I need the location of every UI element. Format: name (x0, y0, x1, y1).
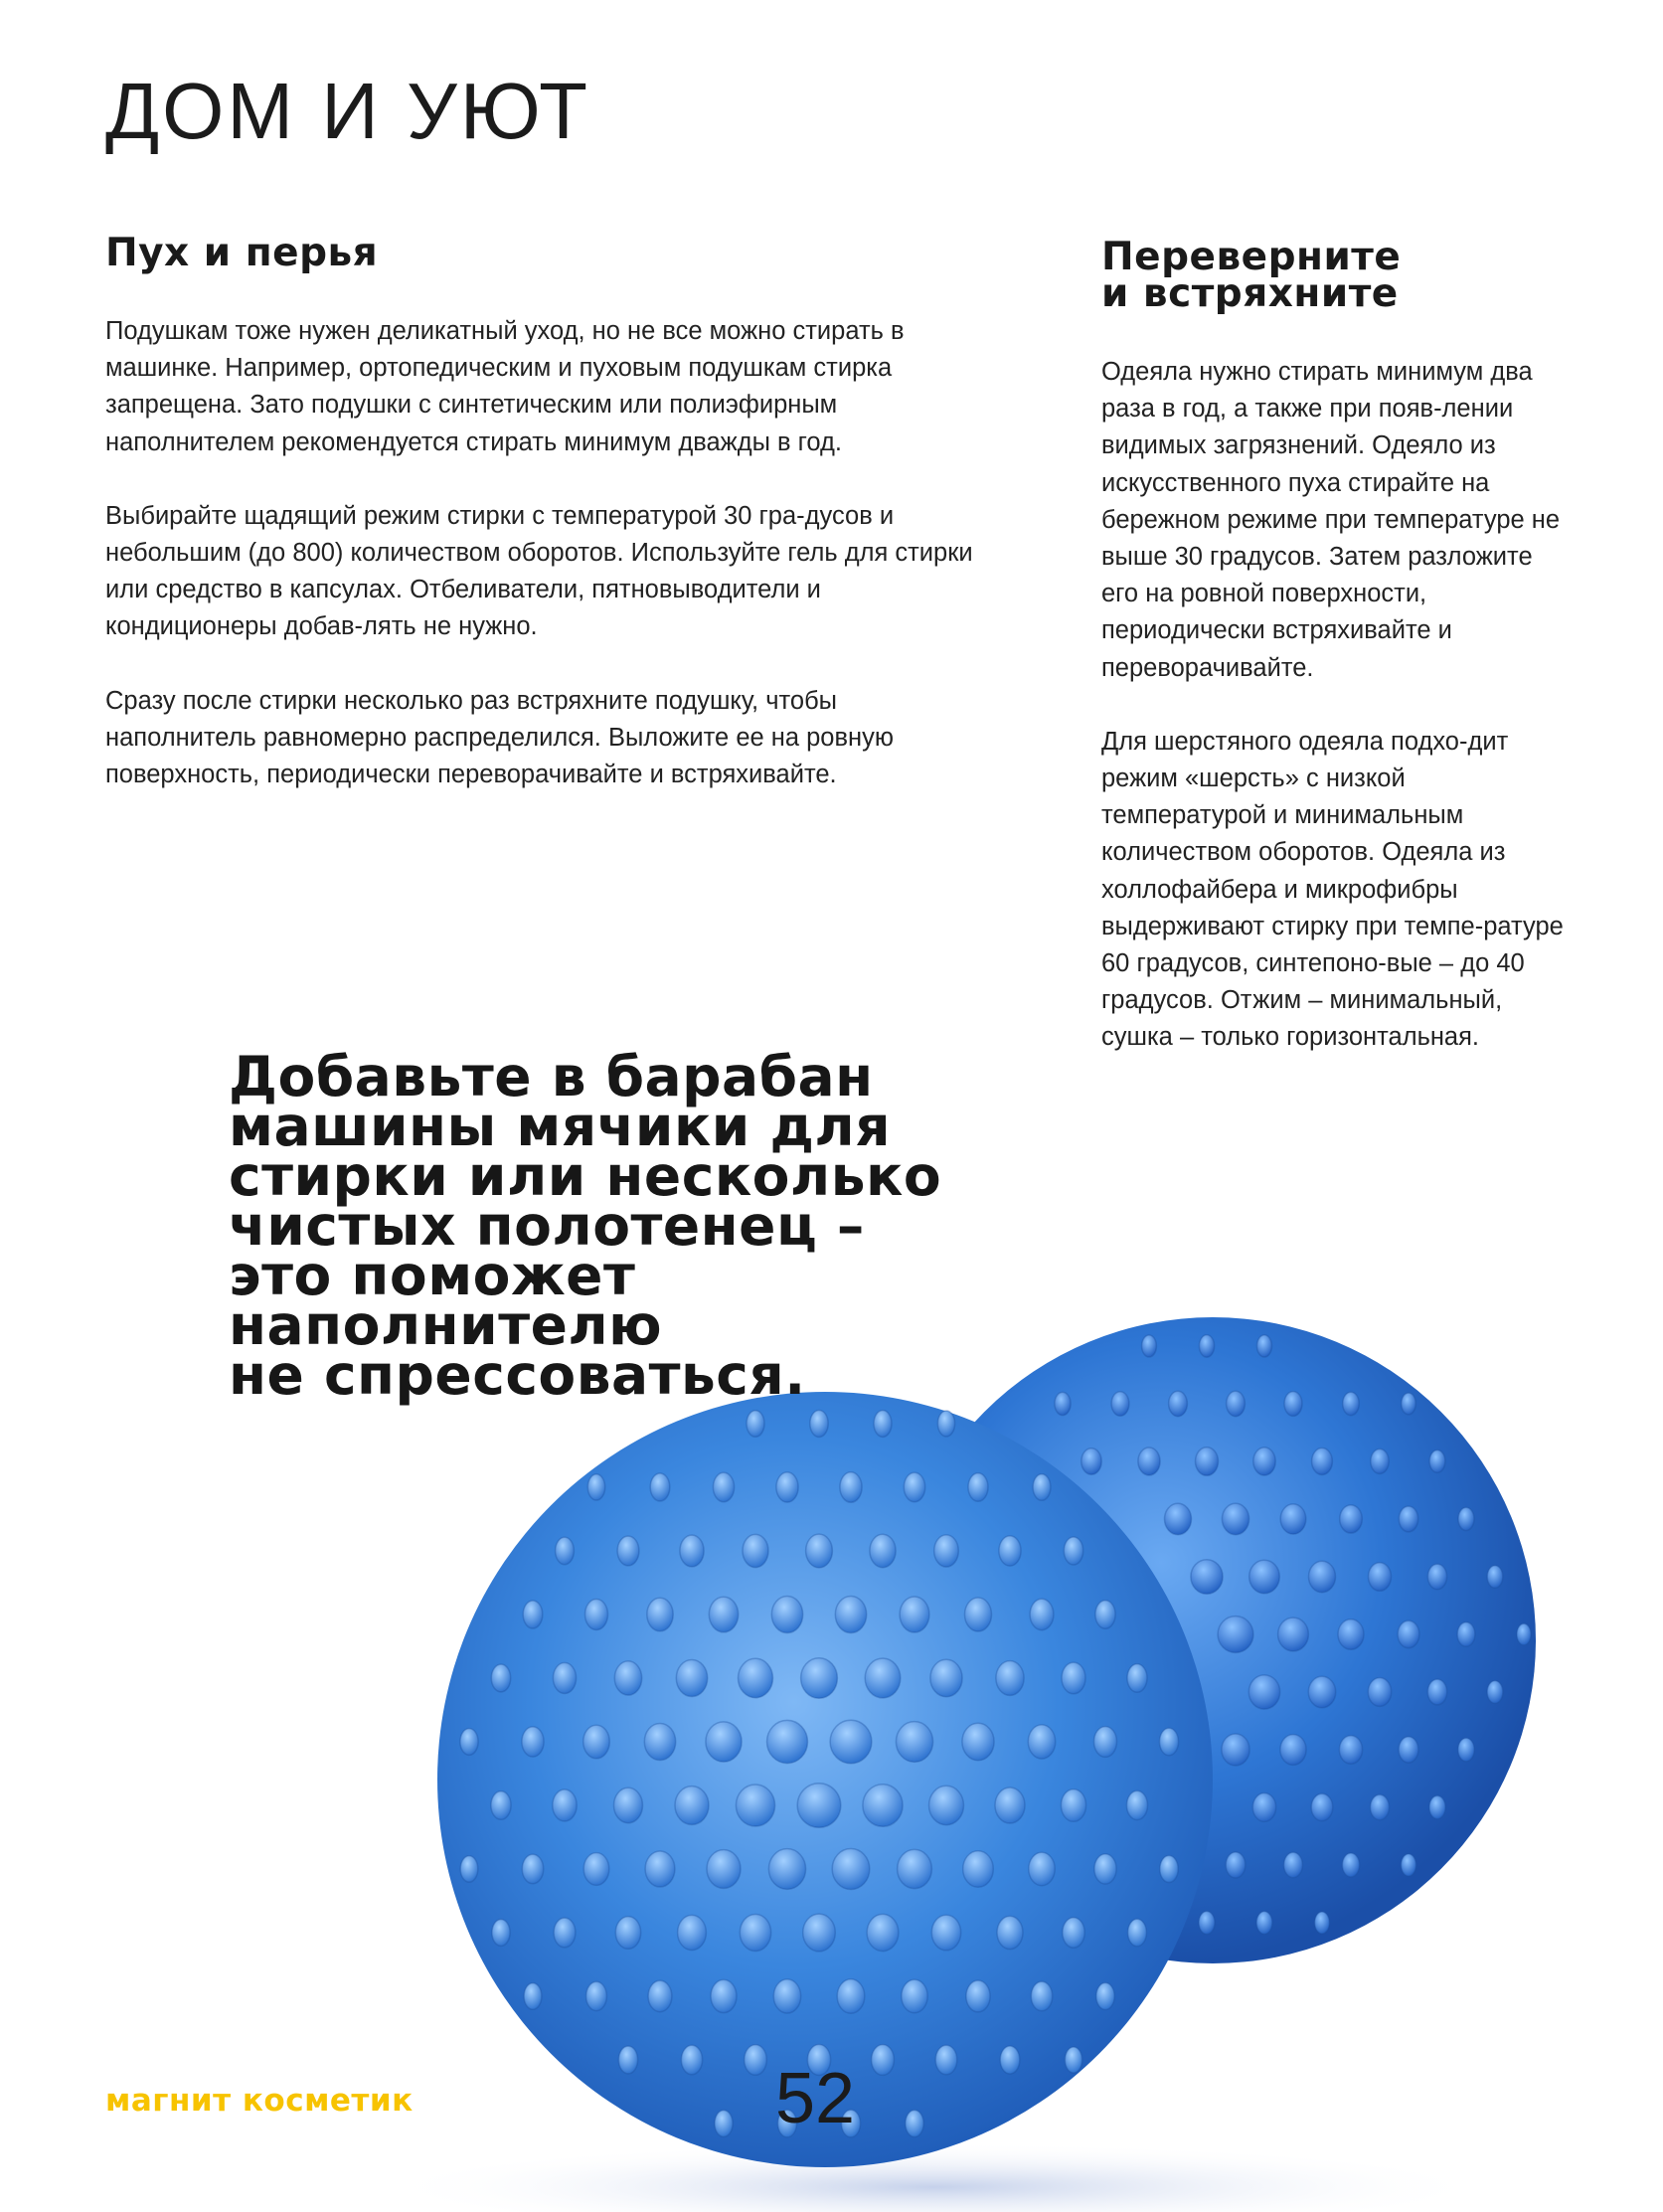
ball-spike (1218, 1616, 1253, 1653)
ball-spike (1029, 1852, 1055, 1885)
ball-spike (1030, 1599, 1054, 1629)
ball-spike (460, 1729, 478, 1756)
ball-spike (648, 1980, 672, 2011)
ball-spike (865, 1658, 901, 1698)
quote-line: машины мячики для (229, 1095, 892, 1158)
right-heading-line-1: Переверните (1101, 235, 1402, 279)
ball-spike (966, 1980, 990, 2012)
ball-spike (999, 1536, 1021, 1566)
ball-spike (996, 1661, 1024, 1696)
ball-spike (810, 1411, 828, 1438)
ball-spike (898, 1849, 932, 1888)
ball-spike (835, 1597, 866, 1633)
ball-spike (736, 1785, 774, 1826)
ball-spike (1138, 1447, 1160, 1475)
ball-spike (1256, 1912, 1272, 1935)
ball-spike (863, 1785, 903, 1827)
ball-spike (1226, 1852, 1246, 1878)
ball-spike (647, 1598, 673, 1631)
ball-spike (900, 1597, 929, 1632)
ball-spike (896, 1722, 932, 1763)
ball-spike (1427, 1564, 1446, 1590)
right-heading (1101, 235, 1569, 316)
ball-spike (715, 2111, 733, 2137)
ball-spike (650, 1473, 670, 1501)
ball-spike (962, 1723, 994, 1761)
ball-spike (1280, 1735, 1306, 1766)
ball-spike (1191, 1560, 1223, 1595)
ball-spike (1427, 1679, 1446, 1705)
ball-spike (904, 1472, 924, 1502)
ball-spike (1028, 1725, 1055, 1759)
pull-quote (229, 1045, 1044, 1407)
ball-spike (1457, 1622, 1475, 1647)
ball-spike (872, 2045, 895, 2076)
ball-spike (902, 1979, 927, 2012)
ball-spike (614, 1787, 643, 1822)
ball-spike (837, 1979, 865, 2013)
ball-spike (1517, 1623, 1531, 1645)
ball-spike (491, 1791, 511, 1820)
ball-spike (460, 1856, 478, 1882)
quote-line: чистых полотенец – (229, 1194, 865, 1258)
ball-spike (1340, 1505, 1363, 1533)
ball-spike (1055, 1392, 1071, 1415)
page-number: 52 (775, 2059, 856, 2138)
ball-spike (1063, 1918, 1084, 1948)
ball-spike (1284, 1852, 1303, 1877)
ball-spike (1278, 1617, 1309, 1651)
ball-spike (767, 1720, 808, 1763)
ball-spike (1033, 1474, 1051, 1501)
ball-spike (874, 1411, 892, 1438)
ball-spike (1248, 1675, 1279, 1709)
ball-spike (965, 1598, 992, 1631)
ball-spike (1371, 1794, 1390, 1819)
ball-spike (1312, 1448, 1333, 1475)
ball-spike (740, 1915, 770, 1952)
ball-spike (1458, 1738, 1474, 1761)
ball-spike (1227, 1391, 1246, 1416)
ball-spike (935, 2045, 957, 2075)
ball-spike (801, 1658, 838, 1699)
right-heading-line-2: и встряхните (1101, 271, 1399, 316)
ball-spike (1399, 1506, 1417, 1532)
ball-spike (492, 1920, 510, 1947)
ball-spike (867, 1914, 899, 1951)
ball-spike (522, 1854, 543, 1884)
ball-spike (707, 1850, 741, 1889)
quote-line: наполнителю (229, 1293, 663, 1357)
ball-spike (1249, 1560, 1280, 1594)
ball-spike (681, 2045, 702, 2074)
ball-spike (1128, 1919, 1147, 1946)
left-heading: Пух и перья (105, 231, 379, 275)
ball-spike (583, 1725, 610, 1759)
ball-spike (1398, 1620, 1419, 1648)
ball-spike (1429, 1450, 1445, 1473)
ball-spike (968, 1473, 988, 1501)
ball-spike (1429, 1795, 1445, 1818)
ball-spike (586, 1981, 607, 2010)
ball-spike (906, 2111, 923, 2137)
ball-spike (995, 1787, 1025, 1823)
ball-spike (1061, 1789, 1085, 1822)
left-paragraph-2: Выбирайте щадящий режим стирки с температурой 30 гра-дусов и небольшим (до 800) количеством оборотов. Используйте гель для стирки или средство в капсулах. Отбеливатели, пятновыводители и кондиционеры добав-лять не нужно. (105, 501, 973, 641)
ball-spike (1315, 1912, 1330, 1934)
ball-spike (585, 1600, 608, 1630)
ball-spike (930, 1659, 962, 1697)
ball-spike (1311, 1793, 1333, 1820)
ball-spike (832, 1849, 870, 1890)
ball-spike (806, 1534, 833, 1568)
ball-spike (1081, 1448, 1101, 1475)
ball-spike (1165, 1503, 1192, 1534)
ball-spike (587, 1474, 604, 1500)
ball-spike (773, 1979, 800, 2013)
right-column (1101, 235, 1569, 1094)
ball-spike (1369, 1563, 1392, 1592)
ball-spike (1142, 1335, 1157, 1357)
ball-spike (1487, 1566, 1503, 1589)
ball-spike (645, 1851, 675, 1887)
ball-spike (840, 1472, 862, 1502)
ball-spike (678, 1915, 707, 1950)
quote-line: это поможет (229, 1244, 636, 1307)
ball-spike (553, 1789, 577, 1821)
ball-spike (997, 1916, 1023, 1949)
left-column (105, 231, 980, 830)
ball-spike (870, 1534, 896, 1567)
ball-spike (797, 1784, 841, 1828)
ball-spike (1111, 1392, 1129, 1417)
ball-spike (554, 1918, 576, 1948)
ball-spike (1399, 1737, 1418, 1763)
ball-spike (1064, 1537, 1082, 1565)
ball-spike (1338, 1619, 1364, 1650)
ball-spike (1339, 1736, 1362, 1765)
ball-spike (709, 1597, 738, 1632)
ball-spike (1402, 1854, 1416, 1876)
ball-spike (768, 1849, 805, 1890)
section-title: ДОМ И УЮТ (105, 67, 591, 155)
ball-spike (615, 1917, 640, 1950)
ball-spike (934, 1535, 959, 1567)
ball-spike (522, 1727, 544, 1757)
ball-spike (614, 1661, 641, 1695)
ball-spike (963, 1851, 994, 1888)
brand-logo-text: магнит косметик (105, 2083, 414, 2119)
ball-spike (1160, 1728, 1179, 1756)
ball-spike (1309, 1561, 1336, 1592)
ball-spike (1094, 1727, 1117, 1758)
ball-spike (1402, 1393, 1416, 1415)
ball-spike (776, 1472, 798, 1502)
ball-spike (583, 1853, 609, 1886)
ball-spike (1065, 2047, 1081, 2073)
ball-spike (747, 1411, 764, 1438)
ball-spike (1127, 1664, 1147, 1692)
ball-spike (1199, 1912, 1215, 1935)
ball-spike (1253, 1447, 1275, 1475)
quote-line: Добавьте в барабан (229, 1045, 874, 1108)
right-paragraph-2: Для шерстяного одеяла подхо-дит режим «шерсть» с низкой температурой и минимальным количеством оборотов. Одеяла из холлофайбера и микрофибры выдерживают стирку при темпе-ратуре 60 градусов, синтепоно-вые – до 40 градусов. Отжим – минимальный, сушка – только горизонтальная. (1101, 727, 1564, 1052)
ball-spike (830, 1720, 872, 1764)
ball-spike (745, 2045, 767, 2076)
quote-line: не спрессоваться. (229, 1343, 806, 1407)
ball-spike (1487, 1681, 1503, 1704)
ball-spike (523, 1601, 543, 1628)
ball-spike (491, 1664, 510, 1692)
ball-spike (1095, 1601, 1115, 1629)
ball-spike (937, 1411, 954, 1437)
ball-spike (1280, 1504, 1306, 1534)
balls-shadow (378, 2142, 1491, 2212)
ball-spike (1458, 1507, 1474, 1530)
ball-spike (1160, 1856, 1178, 1883)
ball-spike (1127, 1790, 1148, 1819)
ball-spike (706, 1722, 742, 1762)
ball-spike (680, 1535, 704, 1567)
ball-spike (929, 1786, 964, 1824)
ball-spike (1000, 2046, 1020, 2074)
ball-spike (618, 2046, 637, 2074)
ball-spike (1196, 1447, 1219, 1476)
left-paragraph-3: Сразу после стирки несколько раз встряхните подушку, чтобы наполнитель равномерно распределился. Выложите ее на ровную поверхность, периодически переворачивайте и встряхивайте. (105, 686, 894, 789)
ball-spike (1252, 1793, 1275, 1822)
ball-spike (1257, 1335, 1272, 1357)
ball-spike (556, 1537, 575, 1564)
ball-spike (739, 1658, 773, 1697)
ball-spike (553, 1663, 576, 1694)
quote-line: стирки или несколько (229, 1144, 942, 1208)
ball-spike (1284, 1392, 1302, 1417)
ball-spike (676, 1660, 707, 1697)
ball-spike (1368, 1678, 1391, 1707)
ball-spike (803, 1914, 836, 1952)
left-paragraph-1: Подушкам тоже нужен деликатный уход, но не все можно стирать в машинке. Например, ортопедическим и пуховым подушкам стирка запрещена. Зато подушки с синтетическим или полиэфирным наполнителем рекомендуется стирать минимум дважды в год. (105, 317, 905, 456)
ball-spike (1371, 1449, 1389, 1474)
ball-spike (1199, 1335, 1214, 1357)
ball-spike (1222, 1734, 1249, 1766)
ball-spike (1308, 1676, 1335, 1708)
ball-spike (1062, 1662, 1085, 1694)
right-paragraph-1: Одеяла нужно стирать минимум два раза в год, а также при появ-лении видимых загрязнений. Одеяло из искусственного пуха стирайте на бережном режиме при температуре не выше 30 градусов. Затем разложите его на ровной поверхности, периодически встряхивайте и переворачивайте. (1101, 358, 1561, 682)
ball-spike (1096, 1983, 1114, 2010)
ball-spike (524, 1983, 542, 2010)
ball-spike (1343, 1392, 1360, 1415)
ball-spike (675, 1787, 709, 1825)
ball-spike (1094, 1854, 1116, 1884)
ball-spike (1342, 1853, 1359, 1877)
ball-spike (644, 1724, 675, 1761)
ball-spike (1222, 1503, 1248, 1534)
ball-spike (931, 1915, 960, 1951)
ball-spike (1031, 1981, 1052, 2011)
ball-spike (743, 1534, 768, 1567)
ball-spike (617, 1536, 639, 1566)
ball-spike (771, 1597, 802, 1633)
ball-spike (1169, 1391, 1188, 1416)
ball-spike (711, 1979, 737, 2012)
ball-spike (713, 1472, 734, 1501)
